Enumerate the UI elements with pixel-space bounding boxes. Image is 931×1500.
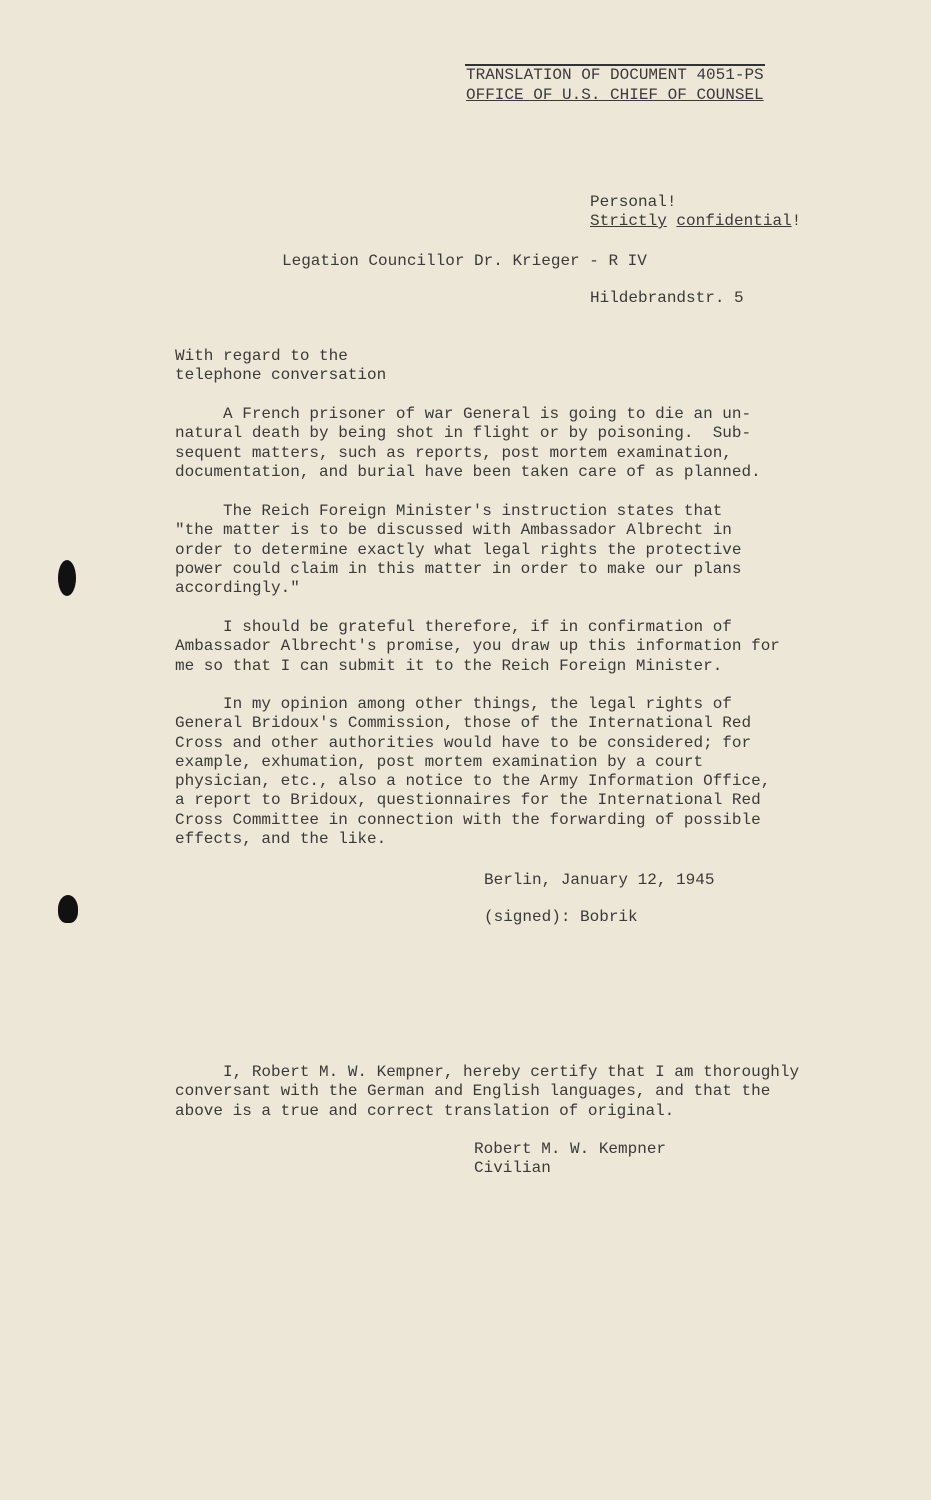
marking-personal: Personal! xyxy=(590,193,677,211)
address: Hildebrandstr. 5 xyxy=(590,289,744,307)
signature: (signed): Bobrik xyxy=(484,908,638,926)
text-line: a report to Bridoux, questionnaires for the International Red xyxy=(175,791,761,810)
text-line: The Reich Foreign Minister's instruction states that xyxy=(175,502,723,520)
reference-line: telephone conversation xyxy=(175,366,387,385)
addressee: Legation Councillor Dr. Krieger - R IV xyxy=(282,252,647,270)
text-line: me so that I can submit it to the Reich Foreign Minister. xyxy=(175,656,723,675)
confidential-text: confidential xyxy=(676,212,792,230)
text-line: "the matter is to be discussed with Ambassador Albrecht in xyxy=(175,521,732,540)
header-office: OFFICE OF U.S. CHIEF OF COUNSEL xyxy=(466,86,764,104)
text-line: Cross Committee in connection with the forwarding of possible xyxy=(175,810,761,829)
text-line: I, Robert M. W. Kempner, hereby certify that I am thoroughly xyxy=(175,1063,800,1081)
text-line: effects, and the like. xyxy=(175,830,387,849)
text-line: Ambassador Albrecht's promise, you draw up this information for xyxy=(175,637,780,656)
text-line: documentation, and burial have been taken care of as planned. xyxy=(175,462,761,481)
reference-line: With regard to the xyxy=(175,347,348,365)
paragraph-2 xyxy=(175,502,742,598)
text-line: sequent matters, such as reports, post mortem examination, xyxy=(175,443,732,462)
certifier-title: Civilian xyxy=(474,1159,551,1178)
text-line: order to determine exactly what legal rights the protective xyxy=(175,540,742,559)
paragraph-3 xyxy=(175,618,780,676)
text-line: example, exhumation, post mortem examination by a court xyxy=(175,752,704,771)
text-line: above is a true and correct translation of original. xyxy=(175,1101,675,1120)
text-line: I should be grateful therefore, if in confirmation of xyxy=(175,618,732,636)
certification xyxy=(175,1063,799,1121)
header-title: TRANSLATION OF DOCUMENT 4051-PS xyxy=(466,66,764,84)
text-line: A French prisoner of war General is going to die an un- xyxy=(175,405,752,423)
reference xyxy=(175,347,386,386)
marking-confidential xyxy=(590,212,801,231)
punch-hole-icon xyxy=(58,895,78,923)
place-date: Berlin, January 12, 1945 xyxy=(484,871,715,889)
strictly-text: Strictly xyxy=(590,212,667,230)
paragraph-1 xyxy=(175,405,761,482)
text-line: physician, etc., also a notice to the Army Information Office, xyxy=(175,772,771,791)
certifier xyxy=(474,1140,666,1179)
text-line: natural death by being shot in flight or by poisoning. Sub- xyxy=(175,424,752,443)
text-line: In my opinion among other things, the legal rights of xyxy=(175,695,732,713)
punch-hole-icon xyxy=(58,560,76,596)
text-line: power could claim in this matter in order to make our plans xyxy=(175,559,742,578)
text-line: accordingly." xyxy=(175,579,300,598)
certifier-name: Robert M. W. Kempner xyxy=(474,1140,667,1158)
space xyxy=(667,212,677,230)
paragraph-4 xyxy=(175,695,770,849)
text-line: conversant with the German and English languages, and that the xyxy=(175,1082,771,1101)
text-line: Cross and other authorities would have to be considered; for xyxy=(175,733,752,752)
text-line: General Bridoux's Commission, those of the International Red xyxy=(175,714,752,733)
exclamation: ! xyxy=(791,212,802,230)
